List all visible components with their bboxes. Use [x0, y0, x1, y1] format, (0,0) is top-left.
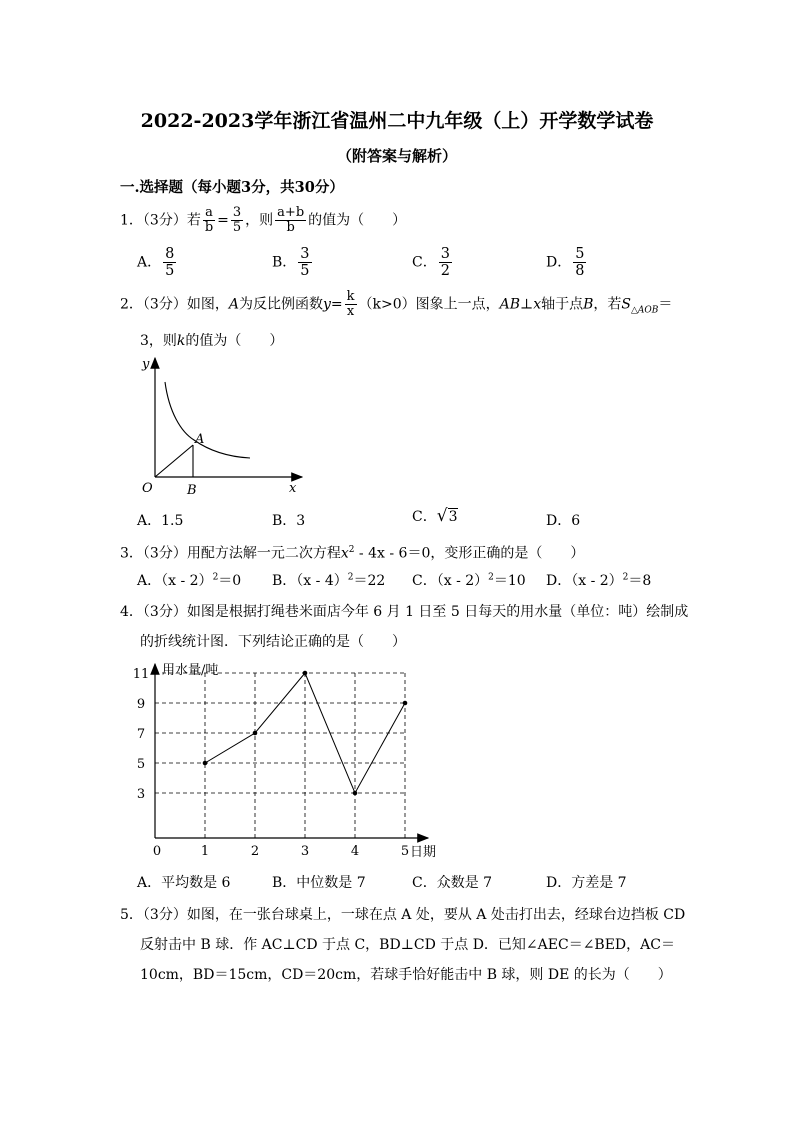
q2-figure — [136, 352, 316, 502]
q1-tail: 的值为（ ） — [308, 212, 407, 229]
q3-option-d[interactable]: D．（x - 2）$^2$＝8 — [546, 572, 652, 589]
data-point — [353, 791, 358, 796]
x-tick-label: 1 — [200, 844, 210, 859]
page-subtitle: （附答案与解析） — [336, 147, 457, 165]
question-2-line-2: 3，则k的值为（ ） — [140, 333, 284, 349]
fraction-k-over-x: $\frac{k}{x}$ — [346, 289, 355, 319]
line-chart — [130, 656, 440, 861]
question-5-line-3: 10cm，BD＝15cm，CD＝20cm，若球手恰好能击中 B 球，则 DE 的长为（ ） — [140, 967, 672, 983]
point-B-label: B — [187, 483, 197, 498]
point-A-label: A — [195, 432, 205, 447]
fraction-apb-over-b: $\frac{a+b}{b}$ — [277, 205, 305, 235]
page-title: 2022-2023学年浙江省温州二中九年级（上）开学数学试卷 — [140, 110, 654, 132]
q3-option-c[interactable]: C．（x - 2）$^2$＝10 — [412, 572, 526, 589]
q4-option-b[interactable]: B．中位数是 7 — [272, 875, 366, 891]
sqrt-radicand: 3 — [448, 509, 458, 525]
x-tick-label: 4 — [350, 844, 360, 859]
q4-option-d[interactable]: D．方差是 7 — [546, 875, 627, 891]
sqrt-sign: √ — [436, 506, 448, 526]
x-axis-label: x — [289, 481, 297, 496]
section-heading: 一.选择题（每小题3分，共30分） — [120, 179, 344, 196]
chart-y-label: 用水量/吨 — [162, 663, 219, 678]
hyperbola-curve — [165, 382, 250, 458]
chart-x-label: 日期 — [410, 845, 437, 860]
data-point — [203, 761, 208, 766]
segment-OA — [155, 445, 193, 477]
q2-option-a[interactable]: A．1.5 — [137, 513, 184, 529]
question-1 — [120, 206, 406, 235]
origin-label: O — [142, 481, 153, 496]
question-2-line-1: 2．（3分）如图，A为反比例函数y= $\frac{k}{x}$ （k>0）图象上一点，AB⊥x轴于点B，若$S_{\triangle AOB}=$ — [120, 289, 673, 319]
x-tick-label: 3 — [300, 844, 310, 859]
q2-option-d[interactable]: D．6 — [546, 513, 581, 529]
data-point — [253, 731, 258, 736]
q4-option-a[interactable]: A．平均数是 6 — [137, 875, 231, 891]
fraction-a-over-b: $\frac{a}{b}$ — [204, 205, 214, 235]
q1-option-d[interactable]: D． $\frac{5}{8}$ — [546, 246, 585, 279]
y-tick-label: 5 — [136, 757, 146, 772]
question-5-line-2: 反射击中 B 球．作 AC⊥CD 于点 C，BD⊥CD 于点 D．已知∠AEC＝∠BED，AC＝ — [140, 937, 675, 953]
q2-option-b[interactable]: B．3 — [272, 513, 306, 529]
q1-option-a[interactable]: A． $\frac{8}{5}$ — [137, 246, 175, 279]
x-tick-label: 0 — [152, 844, 162, 859]
x-tick-label: 2 — [250, 844, 260, 859]
y-axis-label: y — [142, 357, 150, 372]
q4-option-c[interactable]: C．众数是 7 — [412, 875, 493, 891]
q2-option-c[interactable]: C．√3 — [412, 506, 458, 526]
q1-mid: ，则 — [245, 212, 274, 229]
question-5-line-1: 5．（3分）如图，在一张台球桌上，一球在点 A 处，要从 A 处击打出去，经球台边挡板 CD — [120, 907, 686, 923]
q1-option-c[interactable]: C． $\frac{3}{2}$ — [412, 246, 450, 279]
question-4-line-1: 4．（3分）如图是根据打绳巷米面店今年 6 月 1 日至 5 日每天的用水量（单位：吨）绘制成 — [120, 604, 689, 620]
question-4-line-2: 的折线统计图．下列结论正确的是（ ） — [140, 634, 406, 650]
data-point — [303, 671, 308, 676]
chart-grid — [155, 673, 405, 838]
x-tick-label: 5 — [400, 844, 410, 859]
y-tick-label: 9 — [136, 697, 146, 712]
q3-option-b[interactable]: B．（x - 4）$^2$＝22 — [272, 572, 386, 589]
q3-option-a[interactable]: A．（x - 2）$^2$＝0 — [137, 572, 242, 589]
y-tick-label: 7 — [136, 727, 146, 742]
y-tick-label: 3 — [136, 787, 146, 802]
data-point — [403, 701, 408, 706]
q1-stem-start: 1．（3分）若 — [120, 212, 201, 229]
q1-option-b[interactable]: B． $\frac{3}{5}$ — [272, 246, 310, 279]
equals-sign: = — [217, 212, 229, 229]
question-3: 3．（3分）用配方法解一元二次方程$x^2 - 4x - 6=0$，变形正确的是（ ） — [120, 545, 585, 562]
fraction-3-over-5: $\frac{3}{5}$ — [232, 205, 242, 235]
y-tick-label: 11 — [132, 667, 150, 682]
